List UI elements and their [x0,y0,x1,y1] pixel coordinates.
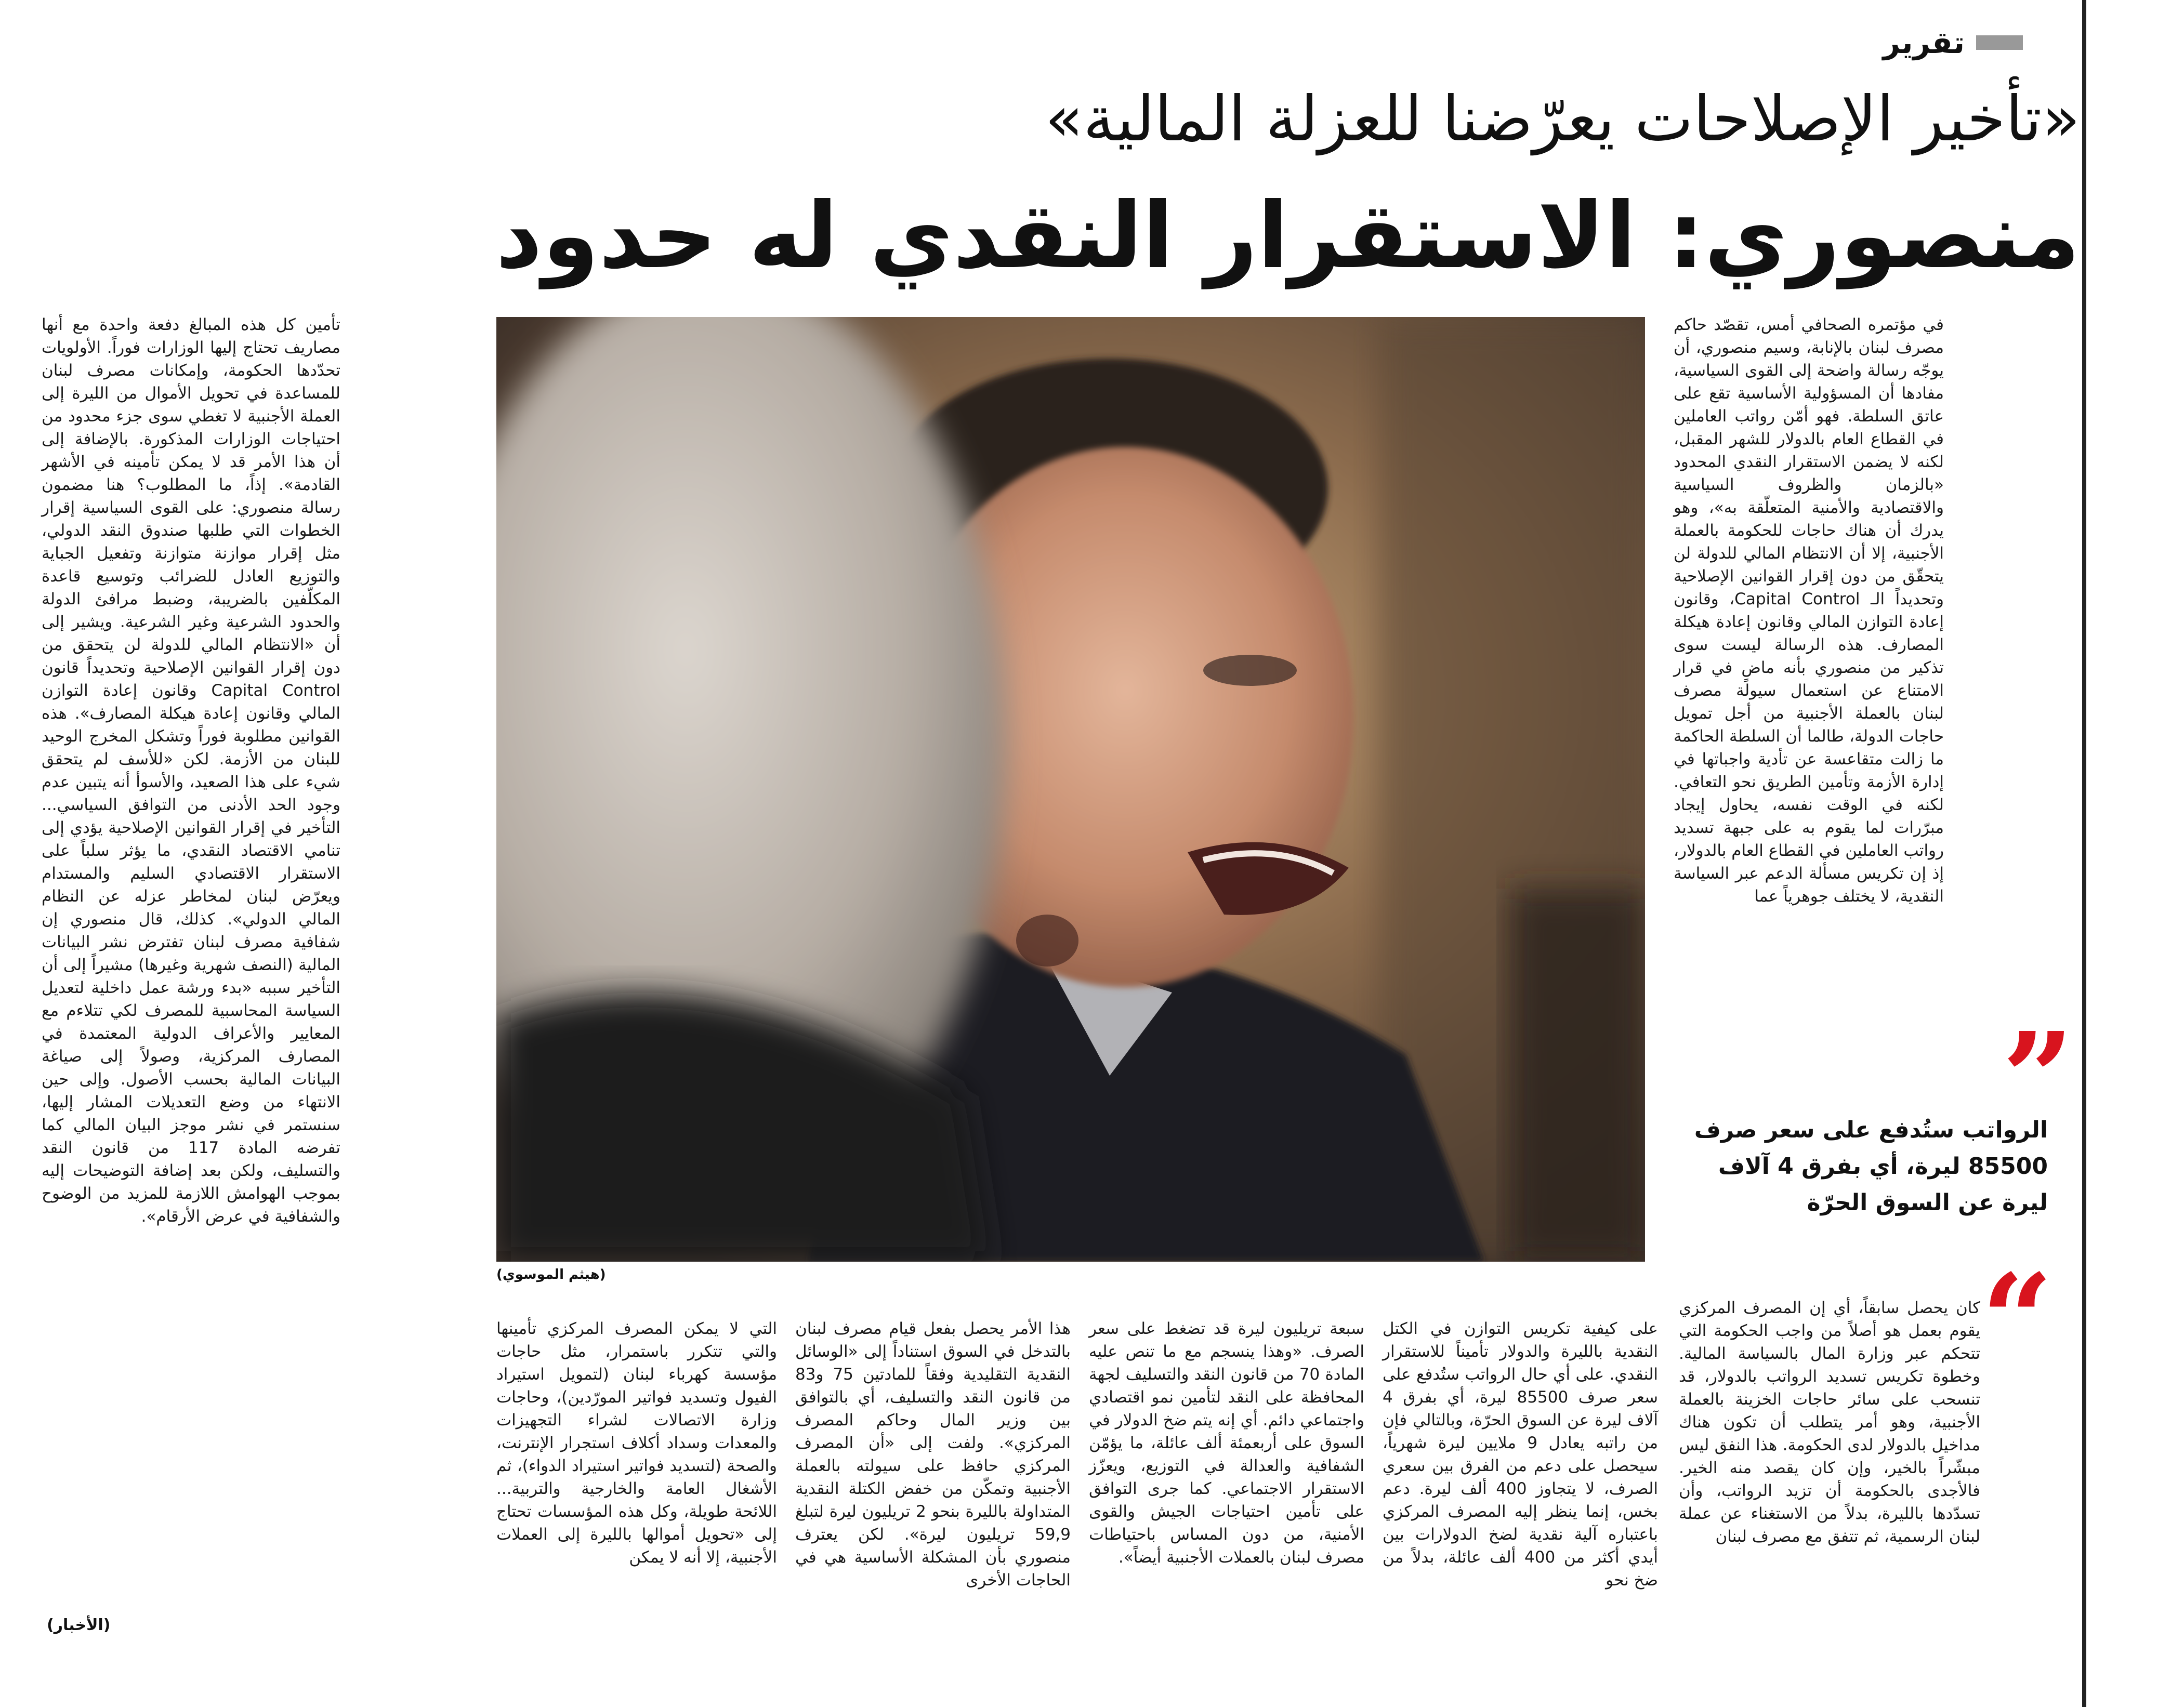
closing-quote-icon: ” [2002,1005,2074,1152]
article-column-bottom-2 [1383,1317,1658,1671]
column-text: تأمين كل هذه المبالغ دفعة واحدة مع أنها مصاريف تحتاج إليها الوزارات فوراً. الأولويات تحدّدها الحكومة، وإمكانات مصرف لبنان للمساعدة في تحويل الأموال من الليرة إلى العملة الأجنبية لا تغطي سوى جزء محدود من احتياجات الوزارات المذكورة. بالإضافة إلى أن هذا الأمر قد لا يمكن تأمينه في الأشهر القادمة». إذاً، ما المطلوب؟ هنا مضمون رسالة منصوري: على القوى السياسية إقرار الخطوات التي طلبها صندوق النقد الدولي، مثل إقرار موازنة متوازنة وتفعيل الجباية والتوزيع العادل للضرائب وتوسيع قاعدة المكلّفين بالضريبة، وضبط مرافئ الدولة والحدود الشرعية وغير الشرعية. ويشير إلى أن «الانتظام المالي للدولة لن يتحقق من دون إقرار القوانين الإصلاحية وتحديداً قانون Capital Control وقانون إعادة التوازن المالي وقانون إعادة هيكلة المصارف». هذه القوانين مطلوبة فوراً وتشكل المخرج الوحيد للبنان من الأزمة. لكن «للأسف لم يتحقق شيء على هذا الصعيد، والأسوأ أنه يتبين عدم وجود الحد الأدنى من التوافق السياسي... التأخير في إقرار القوانين الإصلاحية يؤدي إلى تنامي الاقتصاد النقدي، ما يؤثر سلباً على الاستقرار الاقتصادي السليم والمستدام ويعرّض لبنان لمخاطر عزله عن النظام المالي الدولي». كذلك، قال منصوري إن شفافية مصرف لبنان تفترض نشر البيانات المالية (النصف شهرية وغيرها) مشيراً إلى أن التأخير سببه «بدء ورشة عمل داخلية لتعديل السياسة المحاسبية للمصرف لكي تتلاءم مع المعايير والأعراف الدولية المعتمدة في المصارف المركزية، وصولاً إلى صياغة البيانات المالية بحسب الأصول. وإلى حين الانتهاء من وضع التعديلات المشار إليها، سنستمر في نشر موجز البيان المالي كما تفرضه المادة 117 من قانون النقد والتسليف، ولكن بعد إضافة التوضيحات إليه بموجب الهوامش اللازمة للمزيد من الوضوح والشفافية في عرض الأرقام». [42,315,340,1226]
headline: منصوري: الاستقرار النقدي له حدود [495,183,2080,289]
column-text: على كيفية تكريس التوازن في الكتل النقدية بالليرة والدولار تأميناً للاستقرار النقدي. على أي حال الرواتب ستُدفع على سعر صرف 85500 ليرة، أي بفرق 4 آلاف ليرة عن السوق الحرّة، وبالتالي فإن من راتبه يعادل 9 ملايين ليرة شهرياً، سيحصل على دعم من الفرق بين سعري الصرف، لا يتجاوز 400 ألف ليرة. دعم بخس، إنما ينظر إليه المصرف المركزي باعتباره آلية نقدية لضخ الدولارات بين أيدي أكثر من 400 ألف عائلة، بدلاً من ضخ نحو [1383,1319,1659,1590]
page-edge-rule [2082,0,2086,1707]
pull-quote: الرواتب ستُدفع على سعر صرف 85500 ليرة، أي بفرق 4 آلاف ليرة عن السوق الحرّة [1694,1117,2048,1216]
photo-credit-text: (هيثم الموسوي) [496,1267,606,1282]
column-text: هذا الأمر يحصل بفعل قيام مصرف لبنان بالتدخل في السوق استناداً إلى «الوسائل النقدية التقليدية وفقاً للمادتين 75 و83 من قانون النقد والتسليف، أي بالتوافق بين وزير المال وحاكم المصرف المركزي». ولفت إلى «أن المصرف المركزي حافظ على سيولته بالعملة الأجنبية وتمكّن من خفض الكتلة النقدية المتداولة بالليرة بنحو 2 تريليون ليرة لتبلغ 59,9 تريليون ليرة». لكن يعترف منصوري بأن المشكلة الأساسية هي في الحاجات الأخرى [795,1319,1071,1590]
article-column-bottom-3 [1089,1317,1364,1671]
column-text: في مؤتمره الصحافي أمس، تقصّد حاكم مصرف لبنان بالإنابة، وسيم منصوري، أن يوجّه رسالة واضحة إلى القوى السياسية، مفادها أن المسؤولية الأساسية تقع على عاتق السلطة. فهو أمّن رواتب العاملين في القطاع العام بالدولار للشهر المقبل، لكنه لا يضمن الاستقرار النقدي المحدود «بالزمان والظروف السياسية والاقتصادية والأمنية المتعلّقة به»، وهو يدرك أن هناك حاجات للحكومة بالعملة الأجنبية، إلا أن الانتظام المالي للدولة لن يتحقّق من دون إقرار القوانين الإصلاحية وتحديداً الـ Capital Control، وقانون إعادة التوازن المالي وقانون إعادة هيكلة المصارف. هذه الرسالة ليست سوى تذكير من منصوري بأنه ماضٍ في قرار الامتناع عن استعمال سيولة مصرف لبنان بالعملة الأجنبية من أجل تمويل حاجات الدولة، طالما أن السلطة الحاكمة ما زالت متقاعسة عن تأدية واجباتها في إدارة الأزمة وتأمين الطريق نحو التعافي. لكنه في الوقت نفسه، يحاول إيجاد مبرّرات لما يقوم به على جبهة تسديد رواتب العاملين في القطاع العام بالدولار، إذ إن تكريس مسألة الدعم عبر السياسة النقدية، لا يختلف جوهرياً عما [1673,315,1944,906]
photo-illustration [496,317,1645,1262]
photo-credit [496,1267,1645,1282]
article-column-bottom-4 [795,1317,1071,1671]
article-column-bottom-5 [496,1317,777,1671]
column-text: كان يحصل سابقاً، أي إن المصرف المركزي يقوم بعمل هو أصلاً من واجب الحكومة التي تتحكم عبر وزارة المال بالسياسة المالية. وخطوة تكريس تسديد الرواتب بالدولار، قد تنسحب على سائر حاجات الخزينة بالعملة الأجنبية، وهو أمر يتطلب أن تكون هناك مداخيل بالدولار لدى الحكومة. هذا النفق ليس مبشّراً بالخير، وإن كان يقصد منه الخير. فالأجدى بالحكومة أن تزيد الرواتب، وأن تسدّدها بالليرة، بدلاً من الاستغناء عن عملة لبنان الرسمية، ثم تتفق مع مصرف لبنان [1679,1299,1980,1546]
kicker-subheadline: «تأخير الإصلاحات يعرّضنا للعزلة المالية» [1045,83,2080,155]
section-tag-bar [1976,35,2023,50]
article-photo [496,317,1645,1262]
article-column-left [42,313,340,1623]
source-credit: (الأخبار) [47,1616,111,1634]
section-tag [1883,25,2023,60]
column-text: سبعة تريليون ليرة قد تضغط على سعر الصرف. «وهذا ينسجم مع ما تنص عليه المادة 70 من قانون النقد والتسليف لجهة المحافظة على النقد لتأمين نمو اقتصادي واجتماعي دائم. أي إنه يتم ضخ الدولار في السوق على أربعمئة ألف عائلة، ما يؤمّن الشفافية والعدالة في التوزيع، ويعزّز الاستقرار الاجتماعي. كما جرى التوافق على تأمين احتياجات الجيش والقوى الأمنية، من دون المساس باحتياطات مصرف لبنان بالعملات الأجنبية أيضاً». [1089,1319,1365,1567]
article-column-right-top [1674,313,1944,1098]
column-text: التي لا يمكن المصرف المركزي تأمينها والتي تتكرر باستمرار، مثل حاجات مؤسسة كهرباء لبنان (لتمويل استيراد الفيول وتسديد فواتير المورّدين)، وحاجات وزارة الاتصالات لشراء التجهيزات والمعدات وسداد أكلاف استجرار الإنترنت، والصحة (لتسديد فواتير استيراد الدواء)، ثم الأشغال العامة والخارجية والتربية... اللائحة طويلة، وكل هذه المؤسسات تحتاج إلى «تحويل أموالها بالليرة إلى العملات الأجنبية، إلا أنه لا يمكن [496,1319,777,1567]
opening-quote-icon: “ [1981,1247,2053,1393]
section-label: تقرير [1883,25,1965,60]
article-column-bottom-1 [1679,1296,1980,1671]
